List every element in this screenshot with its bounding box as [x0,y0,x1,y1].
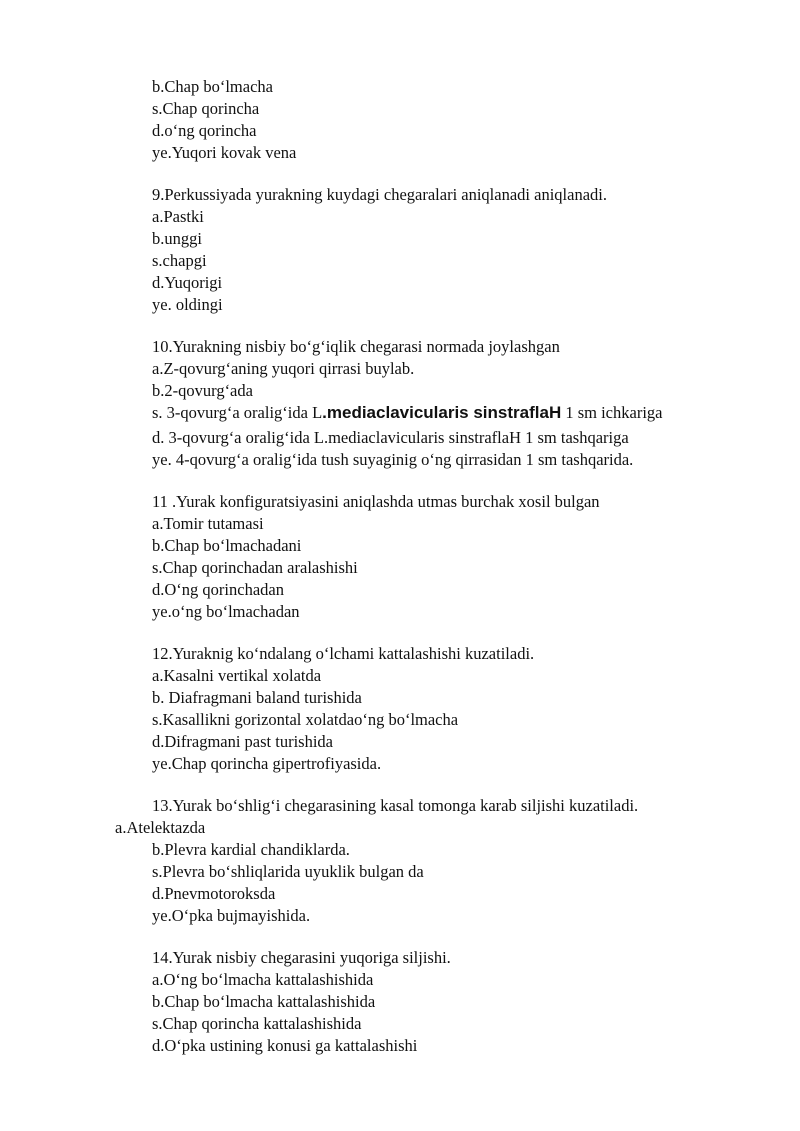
q9-option-b: b.unggi [152,229,202,248]
q10-option-s-bold: .mediaclavicularis sinstraflaH [322,403,562,422]
q9-option-ye: ye. oldingi [152,295,223,314]
q13-option-s: s.Plevra bo‘shliqlarida uyuklik bulgan da [152,862,424,881]
q8-option-b: b.Chap bo‘lmacha [152,77,273,96]
q9-option-a: a.Pastki [152,207,204,226]
q10-option-s-suffix: 1 sm ichkariga [561,403,663,422]
q12-option-b: b. Diafragmani baland turishida [152,688,362,707]
q12-option-ye: ye.Chap qorincha gipertrofiyasida. [152,754,382,773]
q14-option-b: b.Chap bo‘lmacha kattalashishida [152,992,376,1011]
q8-option-d: d.o‘ng qorincha [152,121,257,140]
q14-option-a: a.O‘ng bo‘lmacha kattalashishida [152,970,374,989]
q9-question: 9.Perkussiyada yurakning kuydagi chegaralari aniqlanadi aniqlanadi. [152,185,607,204]
q11-option-b: b.Chap bo‘lmachadani [152,536,302,555]
q8-option-s: s.Chap qorincha [152,99,260,118]
q12-option-s: s.Kasallikni gorizontal xolatdao‘ng bo‘lmacha [152,710,459,729]
q10-option-s [152,403,662,423]
q9-option-s: s.chapgi [152,251,207,270]
q10-option-s-prefix: s. 3-qovurg‘a oralig‘ida L [152,403,323,422]
q13-option-ye: ye.O‘pka bujmayishida. [152,906,311,925]
q11-option-ye: ye.o‘ng bo‘lmachadan [152,602,300,621]
q12-option-a: a.Kasalni vertikal xolatda [152,666,322,685]
q11-option-d: d.O‘ng qorinchadan [152,580,284,599]
q14-option-d: d.O‘pka ustining konusi ga kattalashishi [152,1036,418,1055]
q11-question: 11 .Yurak konfiguratsiyasini aniqlashda utmas burchak xosil bulgan [152,492,600,511]
q12-question: 12.Yuraknig ko‘ndalang o‘lchami kattalashishi kuzatiladi. [152,644,535,663]
q10-question: 10.Yurakning nisbiy bo‘g‘iqlik chegarasi normada joylashgan [152,337,560,356]
q10-option-b: b.2-qovurg‘ada [152,381,253,400]
q13-option-b: b.Plevra kardial chandiklarda. [152,840,350,859]
q14-option-s: s.Chap qorincha kattalashishida [152,1014,362,1033]
q11-option-s: s.Chap qorinchadan aralashishi [152,558,358,577]
q13-option-d: d.Pnevmotoroksda [152,884,276,903]
q13-question: 13.Yurak bo‘shlig‘i chegarasining kasal tomonga karab siljishi kuzatiladi. [152,796,639,815]
q12-option-d: d.Difragmani past turishida [152,732,334,751]
q13-option-a: a.Atelektazda [115,818,206,837]
q11-option-a: a.Tomir tutamasi [152,514,264,533]
q9-option-d: d.Yuqorigi [152,273,223,292]
q10-option-d: d. 3-qovurg‘a oralig‘ida L.mediaclavicularis sinstraflaH 1 sm tashqariga [152,428,629,447]
q8-option-ye: ye.Yuqori kovak vena [152,143,297,162]
q10-option-ye: ye. 4-qovurg‘a oralig‘ida tush suyaginig o‘ng qirrasidan 1 sm tashqarida. [152,450,634,469]
q14-question: 14.Yurak nisbiy chegarasini yuqoriga siljishi. [152,948,451,967]
q10-option-a: a.Z-qovurg‘aning yuqori qirrasi buylab. [152,359,415,378]
